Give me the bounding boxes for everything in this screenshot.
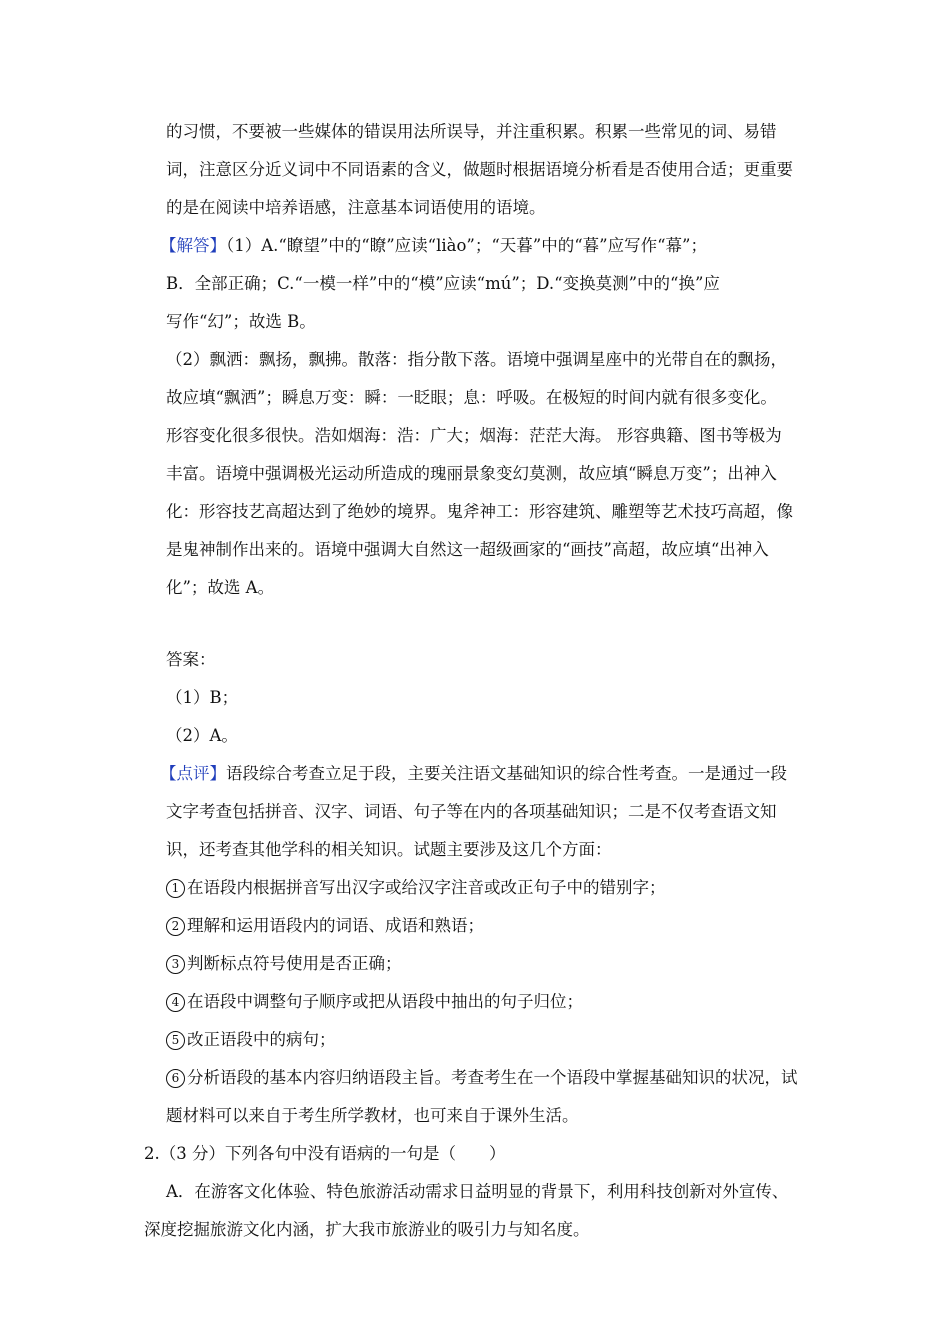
comment-line: 识，还考查其他学科的相关知识。试题主要涉及这几个方面： (166, 840, 612, 859)
comment-point (166, 1030, 814, 1050)
comment-point (166, 992, 814, 1012)
solution-line: 化”；故选 A。 (166, 578, 275, 597)
circled-number: 3 (166, 955, 185, 974)
comment-point-text: 在语段中调整句子顺序或把从语段中抽出的句子归位； (187, 992, 583, 1011)
solution-line: 故应填“飘洒”；瞬息万变：瞬：一眨眼；息：呼吸。在极短的时间内就有很多变化。 (166, 388, 777, 407)
solution-line: B．全部正确；C.“一模一样”中的“模”应读“mú”；D.“变换莫测”中的“换”应 (166, 274, 720, 293)
question-option-a: 深度挖掘旅游文化内涵，扩大我市旅游业的吸引力与知名度。 (144, 1220, 590, 1239)
comment-point (166, 954, 814, 974)
solution-line: 丰富。语境中强调极光运动所造成的瑰丽景象变幻莫测，故应填“瞬息万变”；出神入 (166, 464, 777, 483)
comment-point-text: 改正语段中的病句； (187, 1030, 336, 1049)
comment-tag: 【点评】 (160, 764, 226, 783)
comment-point-text: 理解和运用语段内的词语、成语和熟语； (187, 916, 484, 935)
answer-label: 答案： (166, 650, 216, 669)
comment-line: 题材料可以来自于考生所学教材，也可来自于课外生活。 (166, 1106, 579, 1125)
question-stem: 2.（3 分）下列各句中没有语病的一句是（ ） (144, 1144, 506, 1163)
comment-point-text: 分析语段的基本内容归纳语段主旨。考查考生在一个语段中掌握基础知识的状况，试 (187, 1068, 798, 1087)
comment-line: 文字考查包括拼音、汉字、词语、句子等在内的各项基础知识；二是不仅考查语文知 (166, 802, 777, 821)
explanation-line: 的习惯，不要被一些媒体的错误用法所误导，并注重积累。积累一些常见的词、易错 (166, 122, 777, 141)
solution-line: 写作“幻”；故选 B。 (166, 312, 316, 331)
explanation-line: 词，注意区分近义词中不同语素的含义，做题时根据语境分析看是否使用合适；更重要 (166, 160, 793, 179)
circled-number: 6 (166, 1069, 185, 1088)
solution-text: （1）A.“瞭望”中的“瞭”应读“liào”；“天暮”中的“暮”应写作“幕”； (226, 236, 707, 255)
solution-line (160, 236, 808, 256)
comment-point-text: 在语段内根据拼音写出汉字或给汉字注音或改正句子中的错别字； (187, 878, 666, 897)
comment-point-text: 判断标点符号使用是否正确； (187, 954, 402, 973)
comment-point (166, 916, 814, 936)
circled-number: 2 (166, 917, 185, 936)
solution-line: （2）飘洒：飘扬，飘拂。散落：指分散下落。语境中强调星座中的光带自在的飘扬， (166, 350, 787, 369)
comment-text: 语段综合考查立足于段，主要关注语文基础知识的综合性考查。一是通过一段 (226, 764, 787, 783)
solution-tag: 【解答】 (160, 236, 226, 255)
solution-line: 形容变化很多很快。浩如烟海：浩：广大；烟海：茫茫大海。 形容典籍、图书等极为 (166, 426, 782, 445)
explanation-line: 的是在阅读中培养语感，注意基本词语使用的语境。 (166, 198, 546, 217)
question-option-a: A．在游客文化体验、特色旅游活动需求日益明显的背景下，利用科技创新对外宣传、 (166, 1182, 789, 1201)
comment-point (166, 1068, 814, 1088)
circled-number: 4 (166, 993, 185, 1012)
solution-line: 是鬼神制作出来的。语境中强调大自然这一超级画家的“画技”高超，故应填“出神入 (166, 540, 769, 559)
circled-number: 5 (166, 1031, 185, 1050)
comment-line (160, 764, 808, 784)
answer-item: （1）B； (166, 688, 239, 707)
comment-point (166, 878, 814, 898)
circled-number: 1 (166, 879, 185, 898)
answer-item: （2）A。 (166, 726, 238, 745)
solution-line: 化：形容技艺高超达到了绝妙的境界。鬼斧神工：形容建筑、雕塑等艺术技巧高超，像 (166, 502, 793, 521)
